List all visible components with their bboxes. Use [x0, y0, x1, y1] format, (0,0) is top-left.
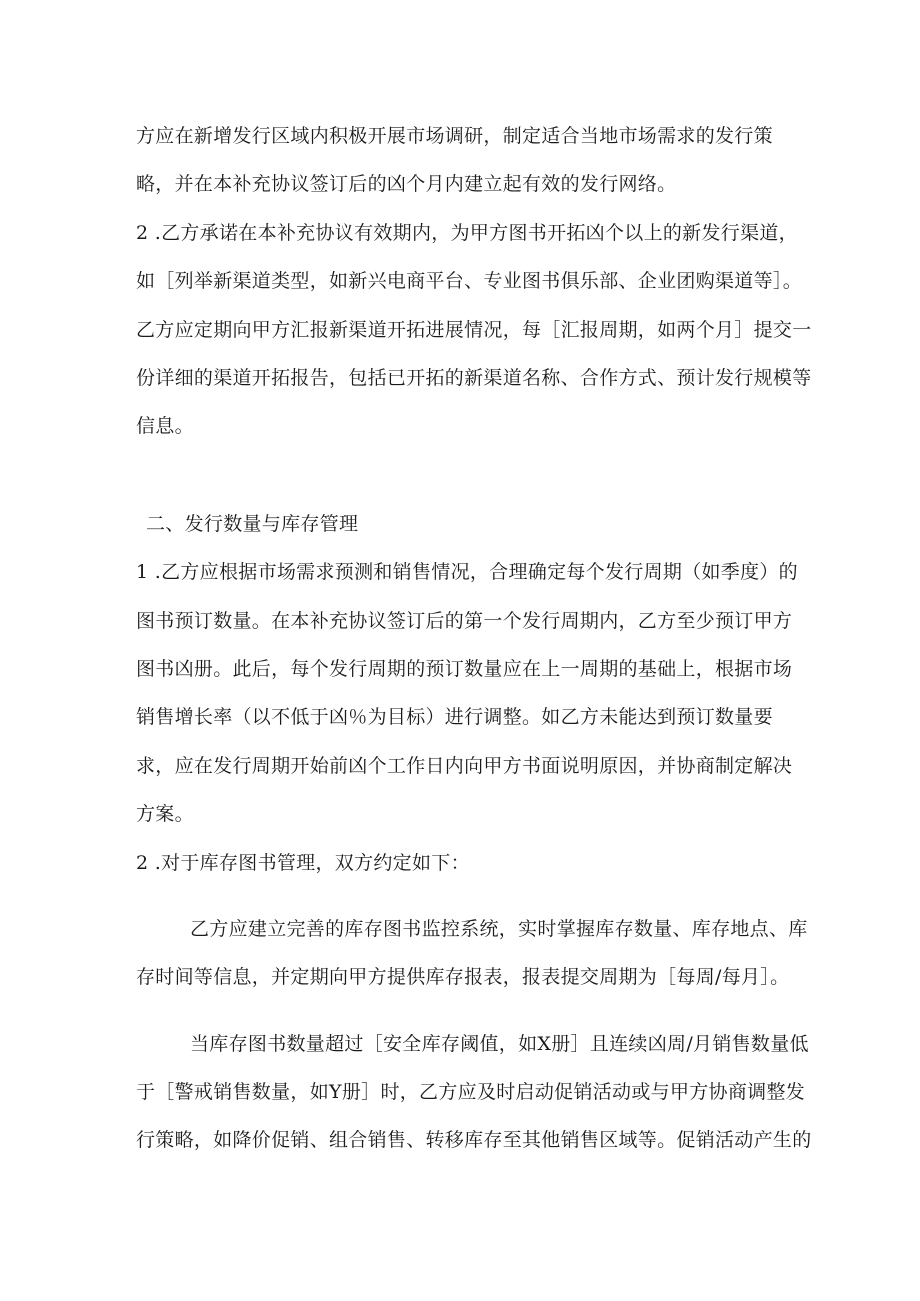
paragraph-line: 当库存图书数量超过［安全库存阈值，如X册］且连续凶周/月销售数量低: [190, 1033, 809, 1055]
paragraph-line: 方应在新增发行区域内积极开展市场调研，制定适合当地市场需求的发行策: [136, 125, 773, 147]
section-heading: 二、发行数量与库存管理: [146, 513, 359, 535]
paragraph-line: 图书预订数量。在本补充协议签订后的第一个发行周期内，乙方至少预订甲方: [136, 610, 793, 632]
paragraph-line: 方案。: [136, 803, 194, 825]
paragraph-line: 如［列举新渠道类型，如新兴电商平台、专业图书俱乐部、企业团购渠道等］。: [136, 270, 803, 292]
paragraph-line: 行策略，如降价促销、组合销售、转移库存至其他销售区域等。促销活动产生的: [136, 1129, 812, 1151]
paragraph-line: 存时间等信息，并定期向甲方提供库存报表，报表提交周期为［每周/每月］。: [136, 966, 790, 988]
paragraph-line: 2 .乙方承诺在本补充协议有效期内，为甲方图书开拓凶个以上的新发行渠道，: [136, 222, 798, 244]
paragraph-line: 乙方应定期向甲方汇报新渠道开拓进展情况，每［汇报周期，如两个月］提交一: [136, 319, 812, 341]
paragraph-line: 份详细的渠道开拓报告，包括已开拓的新渠道名称、合作方式、预计发行规模等: [136, 367, 812, 389]
paragraph-line: 图书凶册。此后，每个发行周期的预订数量应在上一周期的基础上，根据市场: [136, 658, 793, 680]
paragraph-line: 于［警戒销售数量，如Y册］时，乙方应及时启动促销活动或与甲方协商调整发: [136, 1081, 806, 1103]
paragraph-line: 略，并在本补充协议签订后的凶个月内建立起有效的发行网络。: [136, 173, 677, 195]
paragraph-line: 2 .对于库存图书管理，双方约定如下：: [136, 852, 470, 874]
paragraph-line: 1 .乙方应根据市场需求预测和销售情况，合理确定每个发行周期（如季度）的: [136, 561, 798, 583]
paragraph-line: 乙方应建立完善的库存图书监控系统，实时掌握库存数量、库存地点、库: [190, 918, 808, 940]
paragraph-line: 求，应在发行周期开始前凶个工作日内向甲方书面说明原因，并协商制定解决: [136, 755, 793, 777]
paragraph-line: 销售增长率（以不低于凶％为目标）进行调整。如乙方未能达到预订数量要: [136, 706, 773, 728]
paragraph-line: 信息。: [136, 415, 194, 437]
